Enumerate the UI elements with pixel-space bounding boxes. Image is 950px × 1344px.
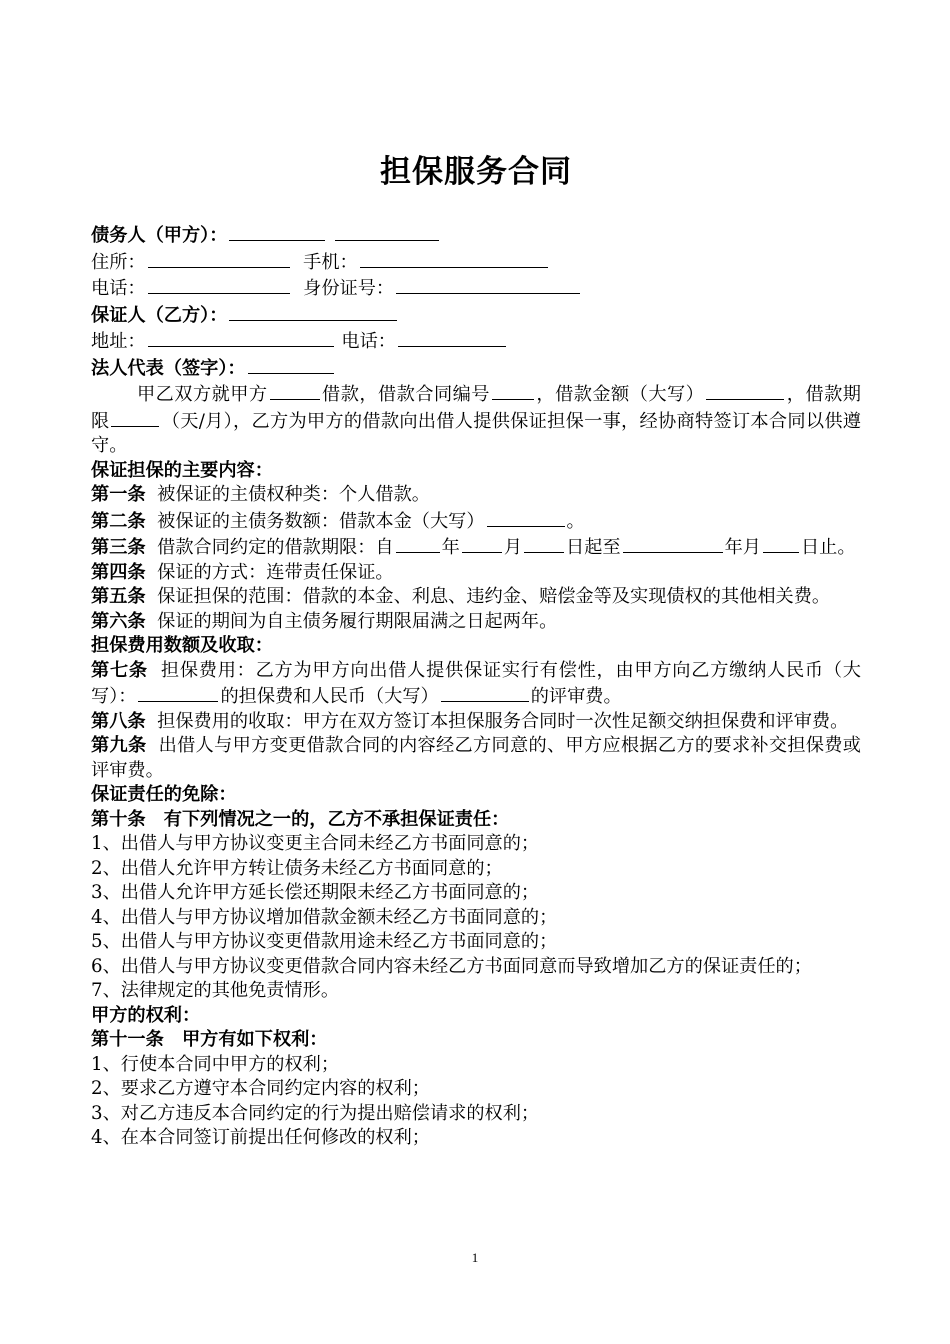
address-blank[interactable] — [148, 328, 334, 347]
phone2-label: 电话： — [341, 331, 396, 352]
legal-rep-blank[interactable] — [248, 355, 334, 374]
article-3-text-4: 日起至 — [566, 537, 621, 558]
intro-text-2: 借款，借款合同编号 — [321, 384, 490, 405]
debtor-name-blank[interactable] — [229, 222, 325, 241]
article-11-item: 3、对乙方违反本合同约定的行为提出赔偿请求的权利； — [91, 1102, 540, 1124]
article-9 — [91, 734, 861, 783]
section-heading-fees: 担保费用数额及收取： — [91, 635, 273, 656]
article-2-label: 第二条 — [91, 510, 146, 532]
article-7-text-3: 的评审费。 — [530, 686, 622, 707]
article-5-text: 保证担保的范围：借款的本金、利息、违约金、赔偿金等及实现债权的其他相关费。 — [157, 586, 831, 607]
article-2 — [91, 508, 861, 535]
mobile-label: 手机： — [303, 251, 358, 273]
mobile-blank[interactable] — [360, 249, 548, 268]
article-6-label: 第六条 — [91, 610, 146, 632]
article-1-text: 被保证的主债权种类：个人借款。 — [157, 484, 430, 505]
article-10-item: 3、出借人允许甲方延长偿还期限未经乙方书面同意的； — [91, 882, 540, 903]
debtor-label: 债务人（甲方）： — [91, 225, 228, 246]
article-1 — [91, 483, 861, 508]
article-3-text-1: 借款合同约定的借款期限：自 — [157, 537, 394, 558]
intro-text-3: ，借款金额（大写） — [535, 384, 705, 405]
article-4 — [91, 561, 861, 586]
article-10-item: 2、出借人允许甲方转让债务未经乙方书面同意的； — [91, 857, 503, 879]
guarantor-line — [91, 302, 861, 329]
article-10-item: 4、出借人与甲方协议增加借款金额未经乙方书面同意的； — [91, 906, 558, 928]
residence-line — [91, 249, 861, 276]
residence-blank[interactable] — [148, 249, 290, 268]
article-6-text: 保证的期间为自主债务履行期限届满之日起两年。 — [157, 610, 558, 632]
review-fee-blank[interactable] — [441, 683, 529, 702]
principal-amount-blank[interactable] — [487, 508, 565, 527]
residence-label: 住所： — [91, 251, 146, 273]
article-10-item: 6、出借人与甲方协议变更借款合同内容未经乙方书面同意而导致增加乙方的保证责任的； — [91, 955, 812, 977]
article-3-text-2: 年 — [441, 537, 460, 558]
article-2-text-2: 。 — [566, 510, 585, 532]
address-label: 地址： — [91, 331, 146, 352]
intro-paragraph — [91, 381, 861, 459]
article-8 — [91, 710, 861, 735]
article-10-item: 7、法律规定的其他免责情形。 — [91, 980, 340, 1001]
section-heading-main: 保证担保的主要内容： — [91, 459, 273, 481]
phone-line — [91, 275, 861, 302]
article-5-label: 第五条 — [91, 586, 146, 607]
article-9-text: 出借人与甲方变更借款合同的内容经乙方同意的、甲方应根据乙方的要求补交担保费或评审费。 — [91, 735, 861, 781]
phone2-blank[interactable] — [398, 328, 506, 347]
article-3-text-5: 年月 — [724, 537, 761, 558]
debtor-extra-blank[interactable] — [335, 222, 439, 241]
phone-label: 电话： — [91, 278, 146, 299]
article-10-item: 5、出借人与甲方协议变更借款用途未经乙方书面同意的； — [91, 931, 558, 952]
article-8-text: 担保费用的收取：甲方在双方签订本担保服务合同时一次性足额交纳担保费和评审费。 — [157, 710, 849, 732]
article-3-text-6: 日止。 — [800, 537, 856, 558]
loan-amount-blank[interactable] — [706, 381, 784, 400]
article-4-text: 保证的方式：连带责任保证。 — [157, 561, 394, 583]
id-blank[interactable] — [396, 275, 580, 294]
article-7-text-2: 的担保费和人民币（大写） — [220, 686, 439, 707]
intro-text-4: ，借款期限 — [91, 384, 861, 432]
article-11-item: 4、在本合同签订前提出任何修改的权利； — [91, 1127, 430, 1148]
loan-purpose-blank[interactable] — [270, 381, 320, 400]
article-7-label: 第七条 — [91, 659, 148, 681]
legal-rep-label: 法人代表（签字）： — [91, 357, 246, 379]
page-number: 1 — [471, 1250, 479, 1265]
article-11-item: 1、行使本合同中甲方的权利； — [91, 1053, 340, 1075]
article-5 — [91, 585, 861, 610]
article-2-text-1: 被保证的主债务数额：借款本金（大写） — [157, 510, 485, 532]
end-day-blank[interactable] — [763, 534, 799, 553]
article-3-label: 第三条 — [91, 537, 146, 558]
article-9-label: 第九条 — [91, 735, 147, 756]
intro-text-1: 甲乙双方就甲方 — [137, 384, 268, 405]
article-6 — [91, 610, 861, 635]
intro-text-5: （天/月），乙方为甲方的借款向出借人提供保证担保一事，经协商特签订本合同以供遵守。 — [91, 410, 861, 456]
debtor-line — [91, 222, 861, 249]
guarantor-label: 保证人（乙方）： — [91, 304, 228, 326]
article-7-text-1: 担保费用：乙方为甲方向出借人提供保证实行有偿性，由甲方向乙方缴纳人民币（大写）： — [91, 659, 861, 707]
article-10-heading: 第十条 有下列情况之一的，乙方不承担保证责任： — [91, 808, 510, 830]
start-month-blank[interactable] — [462, 534, 502, 553]
article-8-label: 第八条 — [91, 710, 146, 732]
contract-number-blank[interactable] — [492, 381, 534, 400]
document-body — [91, 222, 861, 1151]
legal-rep-line — [91, 355, 861, 382]
loan-term-blank[interactable] — [111, 408, 159, 427]
article-1-label: 第一条 — [91, 484, 146, 505]
address-line — [91, 328, 861, 355]
article-7 — [91, 659, 861, 710]
article-4-label: 第四条 — [91, 561, 146, 583]
start-year-blank[interactable] — [396, 534, 440, 553]
phone-blank[interactable] — [148, 275, 290, 294]
guarantee-fee-blank[interactable] — [138, 683, 218, 702]
article-3 — [91, 534, 861, 561]
article-3-text-3: 月 — [503, 537, 523, 558]
guarantor-blank[interactable] — [229, 302, 397, 321]
section-heading-rights: 甲方的权利： — [91, 1004, 201, 1026]
article-11-item: 2、要求乙方遵守本合同约定内容的权利； — [91, 1078, 430, 1099]
article-10-item: 1、出借人与甲方协议变更主合同未经乙方书面同意的； — [91, 833, 540, 854]
start-day-blank[interactable] — [524, 534, 564, 553]
end-year-blank[interactable] — [623, 534, 723, 553]
section-heading-exemption: 保证责任的免除： — [91, 784, 237, 805]
document-title: 担保服务合同 — [380, 154, 572, 190]
article-11-heading: 第十一条 甲方有如下权利： — [91, 1029, 328, 1050]
id-label: 身份证号： — [303, 278, 395, 299]
